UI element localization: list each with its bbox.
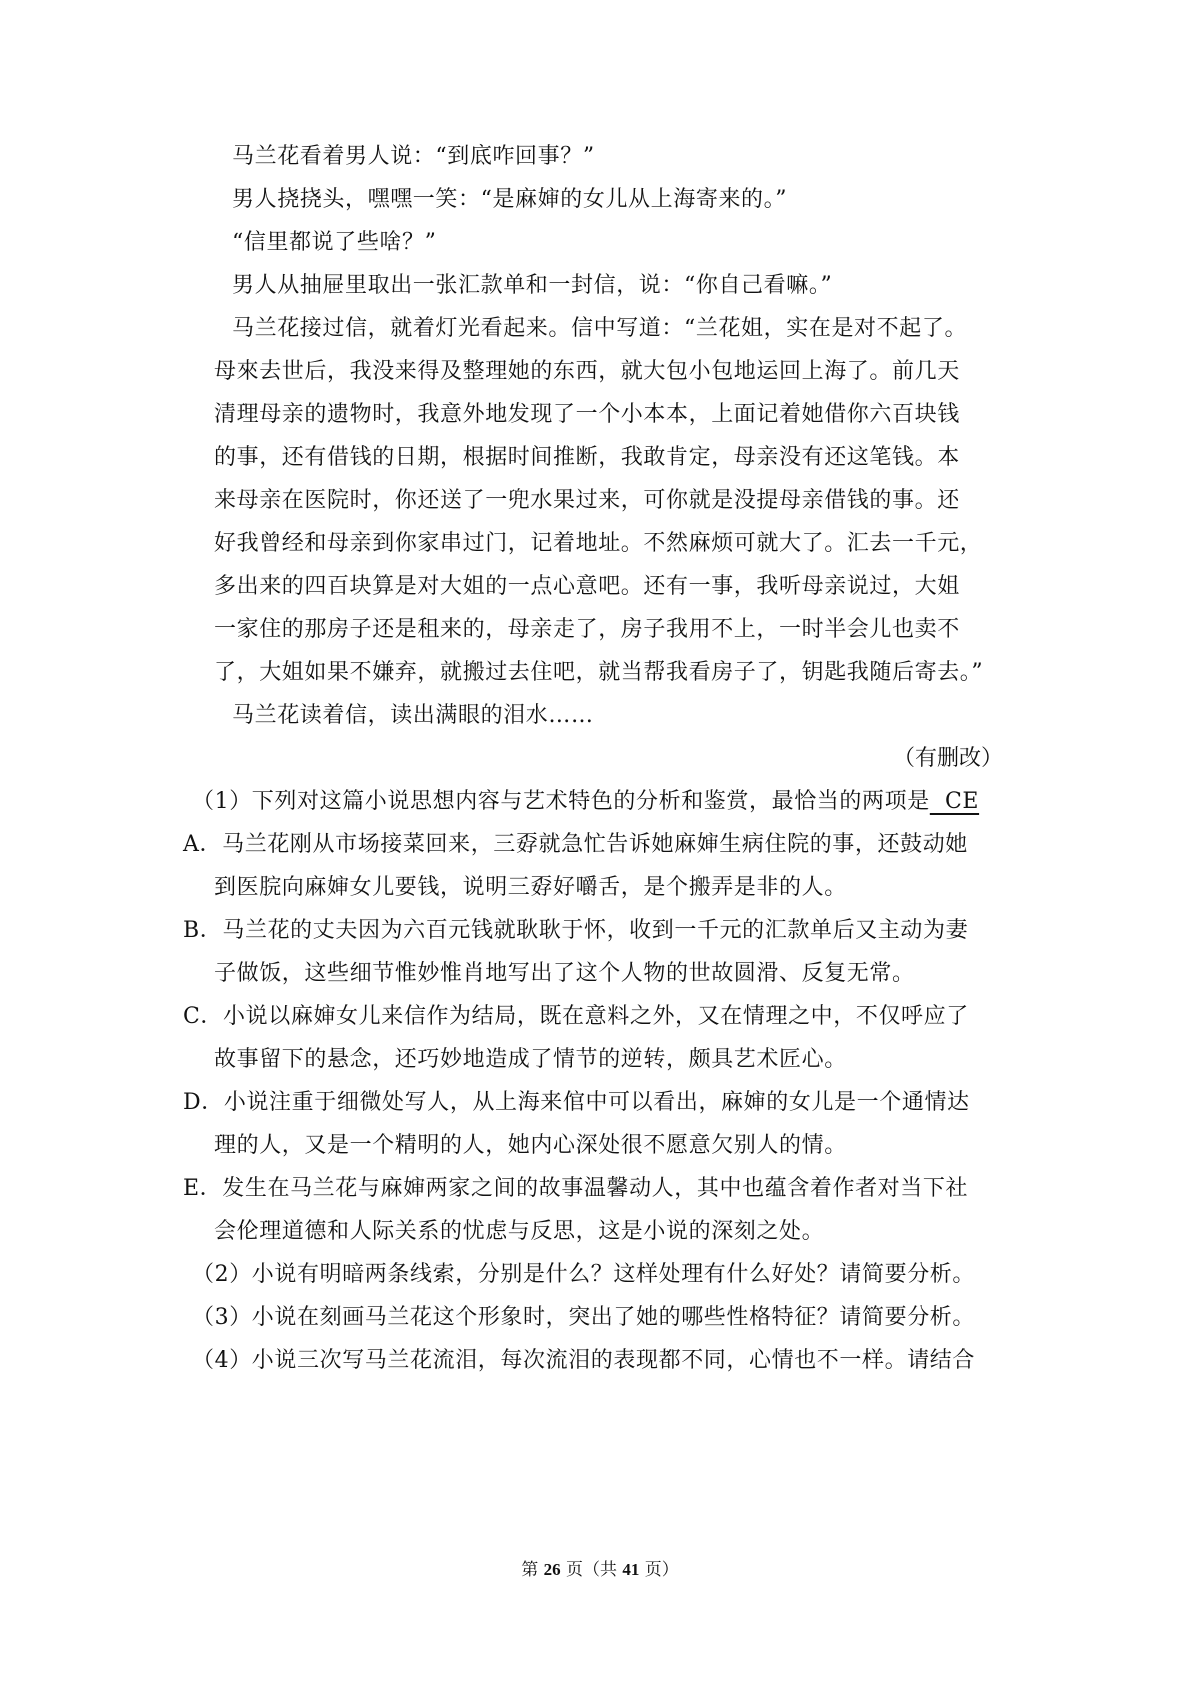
answer-value: CE [945, 789, 980, 814]
option-d [183, 1088, 970, 1118]
letter-line: 了，大姐如果不嫌弃，就搬过去住吧，就当帮我看房子了，钥匙我随后寄去。” [214, 660, 984, 685]
option-a-text: 马兰花刚从市场接菜回来，三孬就急忙告诉她麻婶生病住院的事，还鼓动她 [222, 832, 968, 857]
story-paragraph-2: 男人挠挠头，嘿嘿一笑：“是麻婶的女儿从上海寄来的。” [232, 187, 788, 212]
option-e [183, 1174, 968, 1204]
option-b-label: B． [183, 918, 223, 943]
option-a [183, 830, 968, 860]
option-d-label: D． [183, 1090, 224, 1115]
story-paragraph-4: 男人从抽屉里取出一张汇款单和一封信，说：“你自己看嘛。” [232, 273, 833, 298]
option-b [183, 916, 968, 946]
letter-line: 的事，还有借钱的日期，根据时间推断，我敢肯定，母亲没有还这笔钱。本 [214, 445, 960, 470]
question-1 [192, 787, 979, 817]
footer-middle: 页（共 [560, 1560, 623, 1580]
option-c-continuation: 故事留下的悬念，还巧妙地造成了情节的逆转，颇具艺术匠心。 [214, 1047, 847, 1072]
question-2: （2）小说有明暗两条线索，分别是什么？这样处理有什么好处？请简要分析。 [192, 1262, 975, 1287]
page-footer [0, 1558, 1200, 1582]
current-page-number: 26 [543, 1560, 561, 1579]
letter-line: 马兰花接过信，就着灯光看起来。信中写道：“兰花姐，实在是对不起了。 [232, 316, 968, 341]
option-b-continuation: 子做饭，这些细节惟妙惟肖地写出了这个人物的世故圆滑、反复无常。 [214, 961, 915, 986]
option-c-label: C． [183, 1004, 224, 1029]
letter-line: 清理母亲的遗物时，我意外地发现了一个小本本，上面记着她借你六百块钱 [214, 402, 960, 427]
option-a-label: A． [183, 832, 223, 857]
story-paragraph-6: 马兰花读着信，读出满眼的泪水…… [232, 703, 594, 728]
option-e-text: 发生在马兰花与麻婶两家之间的故事温馨动人，其中也蕴含着作者对当下社 [222, 1176, 969, 1201]
letter-line: 来母亲在医院时，你还送了一兜水果过来，可你就是没提母亲借钱的事。还 [214, 488, 960, 513]
letter-line: 母來去世后，我没来得及整理她的东西，就大包小包地运回上海了。前几天 [214, 359, 960, 384]
option-c [183, 1002, 969, 1032]
letter-line: 一家住的那房子还是租来的，母亲走了，房子我用不上，一时半会儿也卖不 [214, 617, 960, 642]
footer-suffix: 页） [639, 1560, 679, 1580]
question-1-answer [930, 789, 979, 814]
letter-line: 多出来的四百块算是对大姐的一点心意吧。还有一事，我听母亲说过，大姐 [214, 574, 960, 599]
option-c-text: 小说以麻婶女儿来信作为结局，既在意料之外，又在情理之中，不仅呼应了 [223, 1004, 969, 1029]
letter-line: 好我曾经和母亲到你家串过门，记着地址。不然麻烦可就大了。汇去一千元， [214, 531, 983, 556]
story-paragraph-1: 马兰花看着男人说：“到底咋回事？” [232, 144, 595, 169]
question-3: （3）小说在刻画马兰花这个形象时，突出了她的哪些性格特征？请简要分析。 [192, 1305, 975, 1330]
story-paragraph-3: “信里都说了些啥？” [232, 230, 437, 255]
question-4: （4）小说三次写马兰花流泪，每次流泪的表现都不同，心情也不一样。请结合 [192, 1348, 975, 1373]
option-d-continuation: 理的人，又是一个精明的人，她内心深处很不愿意欠别人的情。 [214, 1133, 847, 1158]
option-d-text: 小说注重于细微处写人，从上海来倌中可以看出，麻婶的女儿是一个通情达 [223, 1090, 970, 1115]
question-1-text: （1）下列对这篇小说思想内容与艺术特色的分析和鉴赏，最恰当的两项是 [192, 789, 930, 814]
option-e-continuation: 会伦理道德和人际关系的忧虑与反思，这是小说的深刻之处。 [214, 1219, 825, 1244]
option-e-label: E． [183, 1176, 223, 1201]
footer-prefix: 第 [521, 1560, 544, 1580]
option-b-text: 马兰花的丈夫因为六百元钱就耿耿于怀，收到一千元的汇款单后又主动为妻 [222, 918, 969, 943]
source-note: （有删改） [892, 746, 1003, 771]
total-page-count: 41 [622, 1560, 640, 1579]
option-a-continuation: 到医脘向麻婶女儿要钱，说明三孬好嚼舌，是个搬弄是非的人。 [214, 875, 847, 900]
